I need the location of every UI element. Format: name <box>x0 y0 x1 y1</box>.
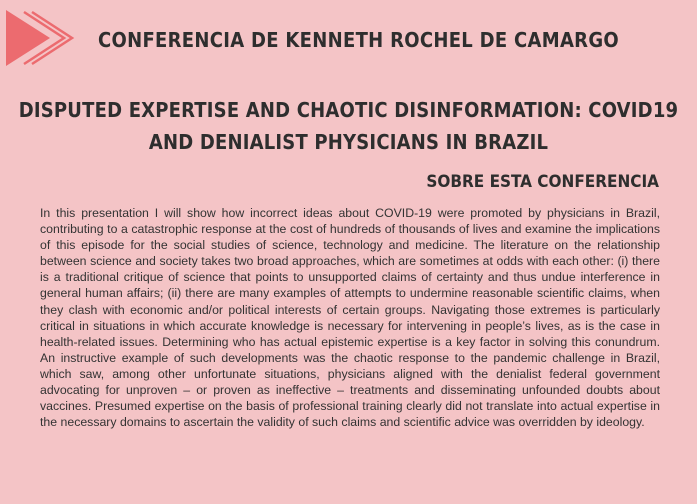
about-section-heading: SOBRE ESTA CONFERENCIA <box>426 172 659 192</box>
abstract-text: In this presentation I will show how incorrect ideas about COVID-19 were promoted by physicians in Brazil, contributing to a catastrophic response at the cost of hundreds of thousands of lives and examine the implications of this episode for the social studies of science, technology and medicine. The literature on the relationship between science and society takes two broad approaches, which are sometimes at odds with each other: (i) there is a traditional critique of science that points to unsupported claims of certainty and thus undue interference in general human affairs; (ii) there are many examples of attempts to undermine reasonable scientific claims, when they clash with economic and/or political interests of certain groups. Navigating those extremes is particularly critical in situations in which accurate knowledge is necessary for intervening in people’s lives, as is the case in health-related issues. Determining who has actual epistemic expertise is a key factor in solving this conundrum. An instructive example of such developments was the chaotic response to the pandemic challenge in Brazil, which saw, among other unfortunate situations, physicians aligned with the denialist federal government advocating for unproven – or proven as ineffective – treatments and disseminating unfounded doubts about vaccines. Presumed expertise on the basis of professional training clearly did not translate into actual expertise in the necessary domains to ascertain the validity of such claims and scientific advice was overridden by ideology. <box>40 206 660 430</box>
talk-title: DISPUTED EXPERTISE AND CHAOTIC DISINFORMATION: COVID19 AND DENIALIST PHYSICIANS IN BRAZIL <box>18 98 679 154</box>
conference-header-title: CONFERENCIA DE KENNETH ROCHEL DE CAMARGO <box>98 28 619 52</box>
